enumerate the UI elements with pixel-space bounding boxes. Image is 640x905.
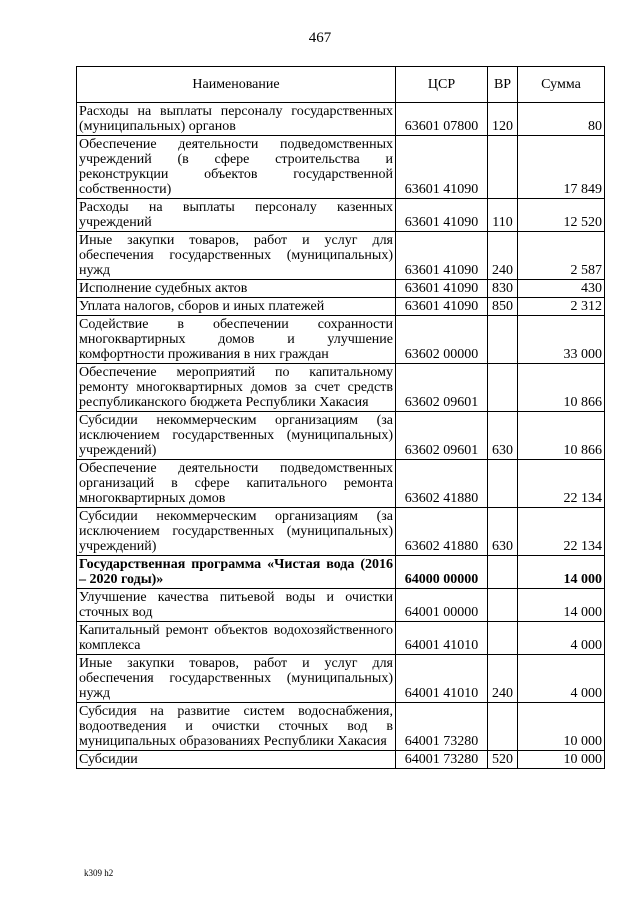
cell-csr: 63602 00000 bbox=[396, 316, 488, 364]
cell-vr: 630 bbox=[488, 508, 518, 556]
cell-name: Субсидии некоммерческим организациям (за исключением государственных (муниципальных) учреждений) bbox=[77, 412, 396, 460]
cell-csr: 63601 41090 bbox=[396, 280, 488, 298]
cell-vr bbox=[488, 703, 518, 751]
cell-sum: 2 312 bbox=[518, 298, 605, 316]
cell-sum: 10 000 bbox=[518, 703, 605, 751]
cell-csr: 63601 41090 bbox=[396, 136, 488, 199]
header-name: Наименование bbox=[77, 67, 396, 103]
cell-vr bbox=[488, 460, 518, 508]
header-sum: Сумма bbox=[518, 67, 605, 103]
cell-sum: 2 587 bbox=[518, 232, 605, 280]
cell-vr bbox=[488, 364, 518, 412]
cell-vr bbox=[488, 316, 518, 364]
cell-name: Содействие в обеспечении сохранности многоквартирных домов и улучшение комфортности проживания в них граждан bbox=[77, 316, 396, 364]
table-row bbox=[77, 232, 605, 280]
cell-csr: 64001 73280 bbox=[396, 703, 488, 751]
cell-csr: 63602 41880 bbox=[396, 460, 488, 508]
table-row bbox=[77, 136, 605, 199]
cell-csr: 63601 41090 bbox=[396, 232, 488, 280]
table-row bbox=[77, 460, 605, 508]
cell-sum: 12 520 bbox=[518, 199, 605, 232]
cell-vr bbox=[488, 136, 518, 199]
cell-name: Улучшение качества питьевой воды и очистки сточных вод bbox=[77, 589, 396, 622]
table-row bbox=[77, 556, 605, 589]
table-row bbox=[77, 655, 605, 703]
table-row bbox=[77, 508, 605, 556]
cell-vr: 240 bbox=[488, 655, 518, 703]
cell-name: Расходы на выплаты персоналу казенных учреждений bbox=[77, 199, 396, 232]
cell-csr: 63602 09601 bbox=[396, 412, 488, 460]
cell-name: Капитальный ремонт объектов водохозяйственного комплекса bbox=[77, 622, 396, 655]
cell-csr: 63602 09601 bbox=[396, 364, 488, 412]
page-number: 467 bbox=[308, 30, 332, 46]
table-row bbox=[77, 280, 605, 298]
cell-name: Уплата налогов, сборов и иных платежей bbox=[77, 298, 396, 316]
cell-csr: 64001 73280 bbox=[396, 751, 488, 769]
cell-sum: 22 134 bbox=[518, 460, 605, 508]
cell-name: Обеспечение деятельности подведомственных учреждений (в сфере строительства и реконструкции объектов государственной собственности) bbox=[77, 136, 396, 199]
table-body bbox=[77, 103, 605, 769]
cell-csr: 64001 41010 bbox=[396, 622, 488, 655]
cell-vr: 240 bbox=[488, 232, 518, 280]
cell-name: Субсидия на развитие систем водоснабжения, водоотведения и очистки сточных вод в муниципальных образованиях Республики Хакасия bbox=[77, 703, 396, 751]
cell-name: Расходы на выплаты персоналу государственных (муниципальных) органов bbox=[77, 103, 396, 136]
cell-sum: 10 000 bbox=[518, 751, 605, 769]
cell-name: Иные закупки товаров, работ и услуг для обеспечения государственных (муниципальных) нужд bbox=[77, 232, 396, 280]
footer-code: k309 h2 bbox=[84, 868, 114, 878]
cell-sum: 80 bbox=[518, 103, 605, 136]
header-csr: ЦСР bbox=[396, 67, 488, 103]
cell-sum: 10 866 bbox=[518, 364, 605, 412]
cell-csr: 63601 41090 bbox=[396, 199, 488, 232]
budget-table bbox=[76, 66, 605, 769]
cell-csr: 64001 00000 bbox=[396, 589, 488, 622]
cell-vr: 110 bbox=[488, 199, 518, 232]
table-row bbox=[77, 589, 605, 622]
cell-vr: 850 bbox=[488, 298, 518, 316]
cell-vr bbox=[488, 556, 518, 589]
cell-vr: 630 bbox=[488, 412, 518, 460]
table-row bbox=[77, 412, 605, 460]
cell-name: Государственная программа «Чистая вода (2016 – 2020 годы)» bbox=[77, 556, 396, 589]
table-row bbox=[77, 316, 605, 364]
cell-vr bbox=[488, 589, 518, 622]
table-row bbox=[77, 751, 605, 769]
cell-sum: 14 000 bbox=[518, 556, 605, 589]
cell-vr: 520 bbox=[488, 751, 518, 769]
table-row bbox=[77, 298, 605, 316]
cell-csr: 63602 41880 bbox=[396, 508, 488, 556]
cell-name: Иные закупки товаров, работ и услуг для обеспечения государственных (муниципальных) нужд bbox=[77, 655, 396, 703]
cell-name: Обеспечение деятельности подведомственных организаций в сфере капитального ремонта многоквартирных домов bbox=[77, 460, 396, 508]
header-vr: ВР bbox=[488, 67, 518, 103]
cell-csr: 63601 41090 bbox=[396, 298, 488, 316]
table-row bbox=[77, 622, 605, 655]
cell-name: Субсидии bbox=[77, 751, 396, 769]
cell-vr: 830 bbox=[488, 280, 518, 298]
cell-sum: 33 000 bbox=[518, 316, 605, 364]
cell-vr: 120 bbox=[488, 103, 518, 136]
cell-sum: 17 849 bbox=[518, 136, 605, 199]
table-row bbox=[77, 103, 605, 136]
table-header-row bbox=[77, 67, 605, 103]
cell-sum: 14 000 bbox=[518, 589, 605, 622]
cell-csr: 64001 41010 bbox=[396, 655, 488, 703]
table-row bbox=[77, 364, 605, 412]
cell-name: Исполнение судебных актов bbox=[77, 280, 396, 298]
cell-vr bbox=[488, 622, 518, 655]
table-row bbox=[77, 199, 605, 232]
table-row bbox=[77, 703, 605, 751]
cell-csr: 64000 00000 bbox=[396, 556, 488, 589]
cell-sum: 4 000 bbox=[518, 655, 605, 703]
cell-sum: 430 bbox=[518, 280, 605, 298]
cell-sum: 10 866 bbox=[518, 412, 605, 460]
cell-csr: 63601 07800 bbox=[396, 103, 488, 136]
cell-sum: 22 134 bbox=[518, 508, 605, 556]
cell-sum: 4 000 bbox=[518, 622, 605, 655]
cell-name: Обеспечение мероприятий по капитальному ремонту многоквартирных домов за счет средств республиканского бюджета Республики Хакасия bbox=[77, 364, 396, 412]
cell-name: Субсидии некоммерческим организациям (за исключением государственных (муниципальных) учреждений) bbox=[77, 508, 396, 556]
